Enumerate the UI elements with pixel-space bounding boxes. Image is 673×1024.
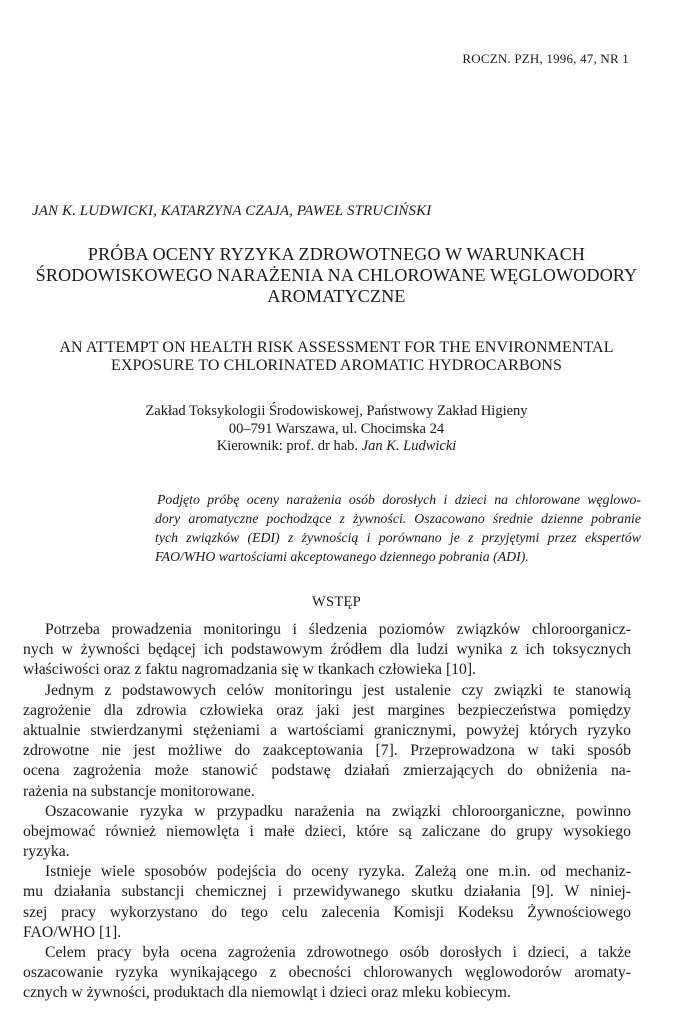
title-english [20,339,653,375]
body-line: ryzyka. [23,843,70,861]
body-line: Potrzeba prowadzenia monitoringu i śledzenia poziomów związków chloroorganicz- [45,621,631,638]
abstract-line: tych związków (EDI) z żywnością i porównano je z przyjętymi przez ekspertów [155,530,641,545]
affiliation-block [20,403,653,456]
body-line: obejmować również niemowlęta i małe dzieci, które są zaliczane do grupy wysokiego [23,822,631,840]
title-polish-line: PRÓBA OCENY RYZYKA ZDROWOTNEGO W WARUNKACH [87,244,586,264]
body-line: Istnieje wiele sposobów podejścia do oceny ryzyka. Zależą one m.in. od mechaniz- [45,863,631,881]
title-english-line: AN ATTEMPT ON HEALTH RISK ASSESSMENT FOR THE ENVIRONMENTAL [59,339,614,356]
body-line: FAO/WHO [1]. [23,923,122,941]
body-line: aktualnie stwierdzanymi stężeniami a wartościami granicznymi, powyżej których ryzyko [23,721,631,739]
body-text [23,620,631,1004]
body-line: cznych w żywności, produktach dla niemowląt i dzieci oraz mleku kobiecym. [23,984,511,1002]
affiliation-address: 00–791 Warszawa, ul. Chocimska 24 [228,420,445,437]
body-line: zagrożenie dla zdrowia człowieka oraz jaki jest margines bezpieczeństwa pomiędzy [23,701,631,719]
author-list: JAN K. LUDWICKI, KATARZYNA CZAJA, PAWEŁ STRUCIŃSKI [32,203,432,219]
body-line: nych w żywności będącej ich podstawowym źródłem dla ludzi wynika z ich toksycznych [23,641,631,659]
body-line: właściwości oraz z faktu nagromadzania się w tkankach człowieka [10]. [23,661,476,679]
body-line: rażenia na substancje monitorowane. [23,782,255,800]
affiliation-head-prefix: Kierownik: prof. dr hab. [216,438,362,454]
title-polish [20,244,653,307]
title-english-line: EXPOSURE TO CHLORINATED AROMATIC HYDROCARBONS [110,357,563,374]
affiliation-institution: Zakład Toksykologii Środowiskowej, Państwowy Zakład Higieny [145,403,528,419]
body-line: oszacowanie ryzyka wynikającego z obecności chlorowanych węglowodorów aromaty- [23,964,631,982]
abstract [155,490,641,566]
body-line: Jednym z podstawowych celów monitoringu jest ustalenie czy związki te stanowią [45,681,631,699]
body-line: Oszacowanie ryzyka w przypadku narażenia na związki chloroorganiczne, powinno [45,802,631,820]
title-polish-line: ŚRODOWISKOWEGO NARAŻENIA NA CHLOROWANE WĘGLOWODORY [35,265,638,285]
body-line: szej pracy wykorzystano do tego celu zalecenia Komisji Kodeksu Żywnościowego [23,903,631,921]
title-polish-line: AROMATYCZNE [267,286,406,306]
section-heading: WSTĘP [311,594,362,610]
body-line: Celem pracy była ocena zagrożenia zdrowotnego osób dorosłych i dzieci, a także [45,944,631,961]
affiliation-head-name: Jan K. Ludwicki [361,438,457,454]
abstract-line: Podjęto próbę oceny narażenia osób dorosłych i dzieci na chlorowane węglowo- [157,492,641,507]
abstract-line: dory aromatyczne pochodzące z żywności. Oszacowano średnie dzienne pobranie [155,511,641,526]
body-line: ocena zagrożenia może stanowić podstawę działań zmierzających do obniżenia na- [23,762,631,780]
journal-reference: ROCZN. PZH, 1996, 47, NR 1 [462,51,629,66]
body-line: zdrowotne nie jest możliwe do zaakceptowania [7]. Przeprowadzona w taki sposób [23,742,631,760]
affiliation-head [20,438,653,456]
body-line: mu działania substancji chemicznej i przewidywanego skutku działania [9]. W niniej- [23,883,631,901]
abstract-line: FAO/WHO wartościami akceptowanego dziennego pobrania (ADI). [155,549,529,564]
